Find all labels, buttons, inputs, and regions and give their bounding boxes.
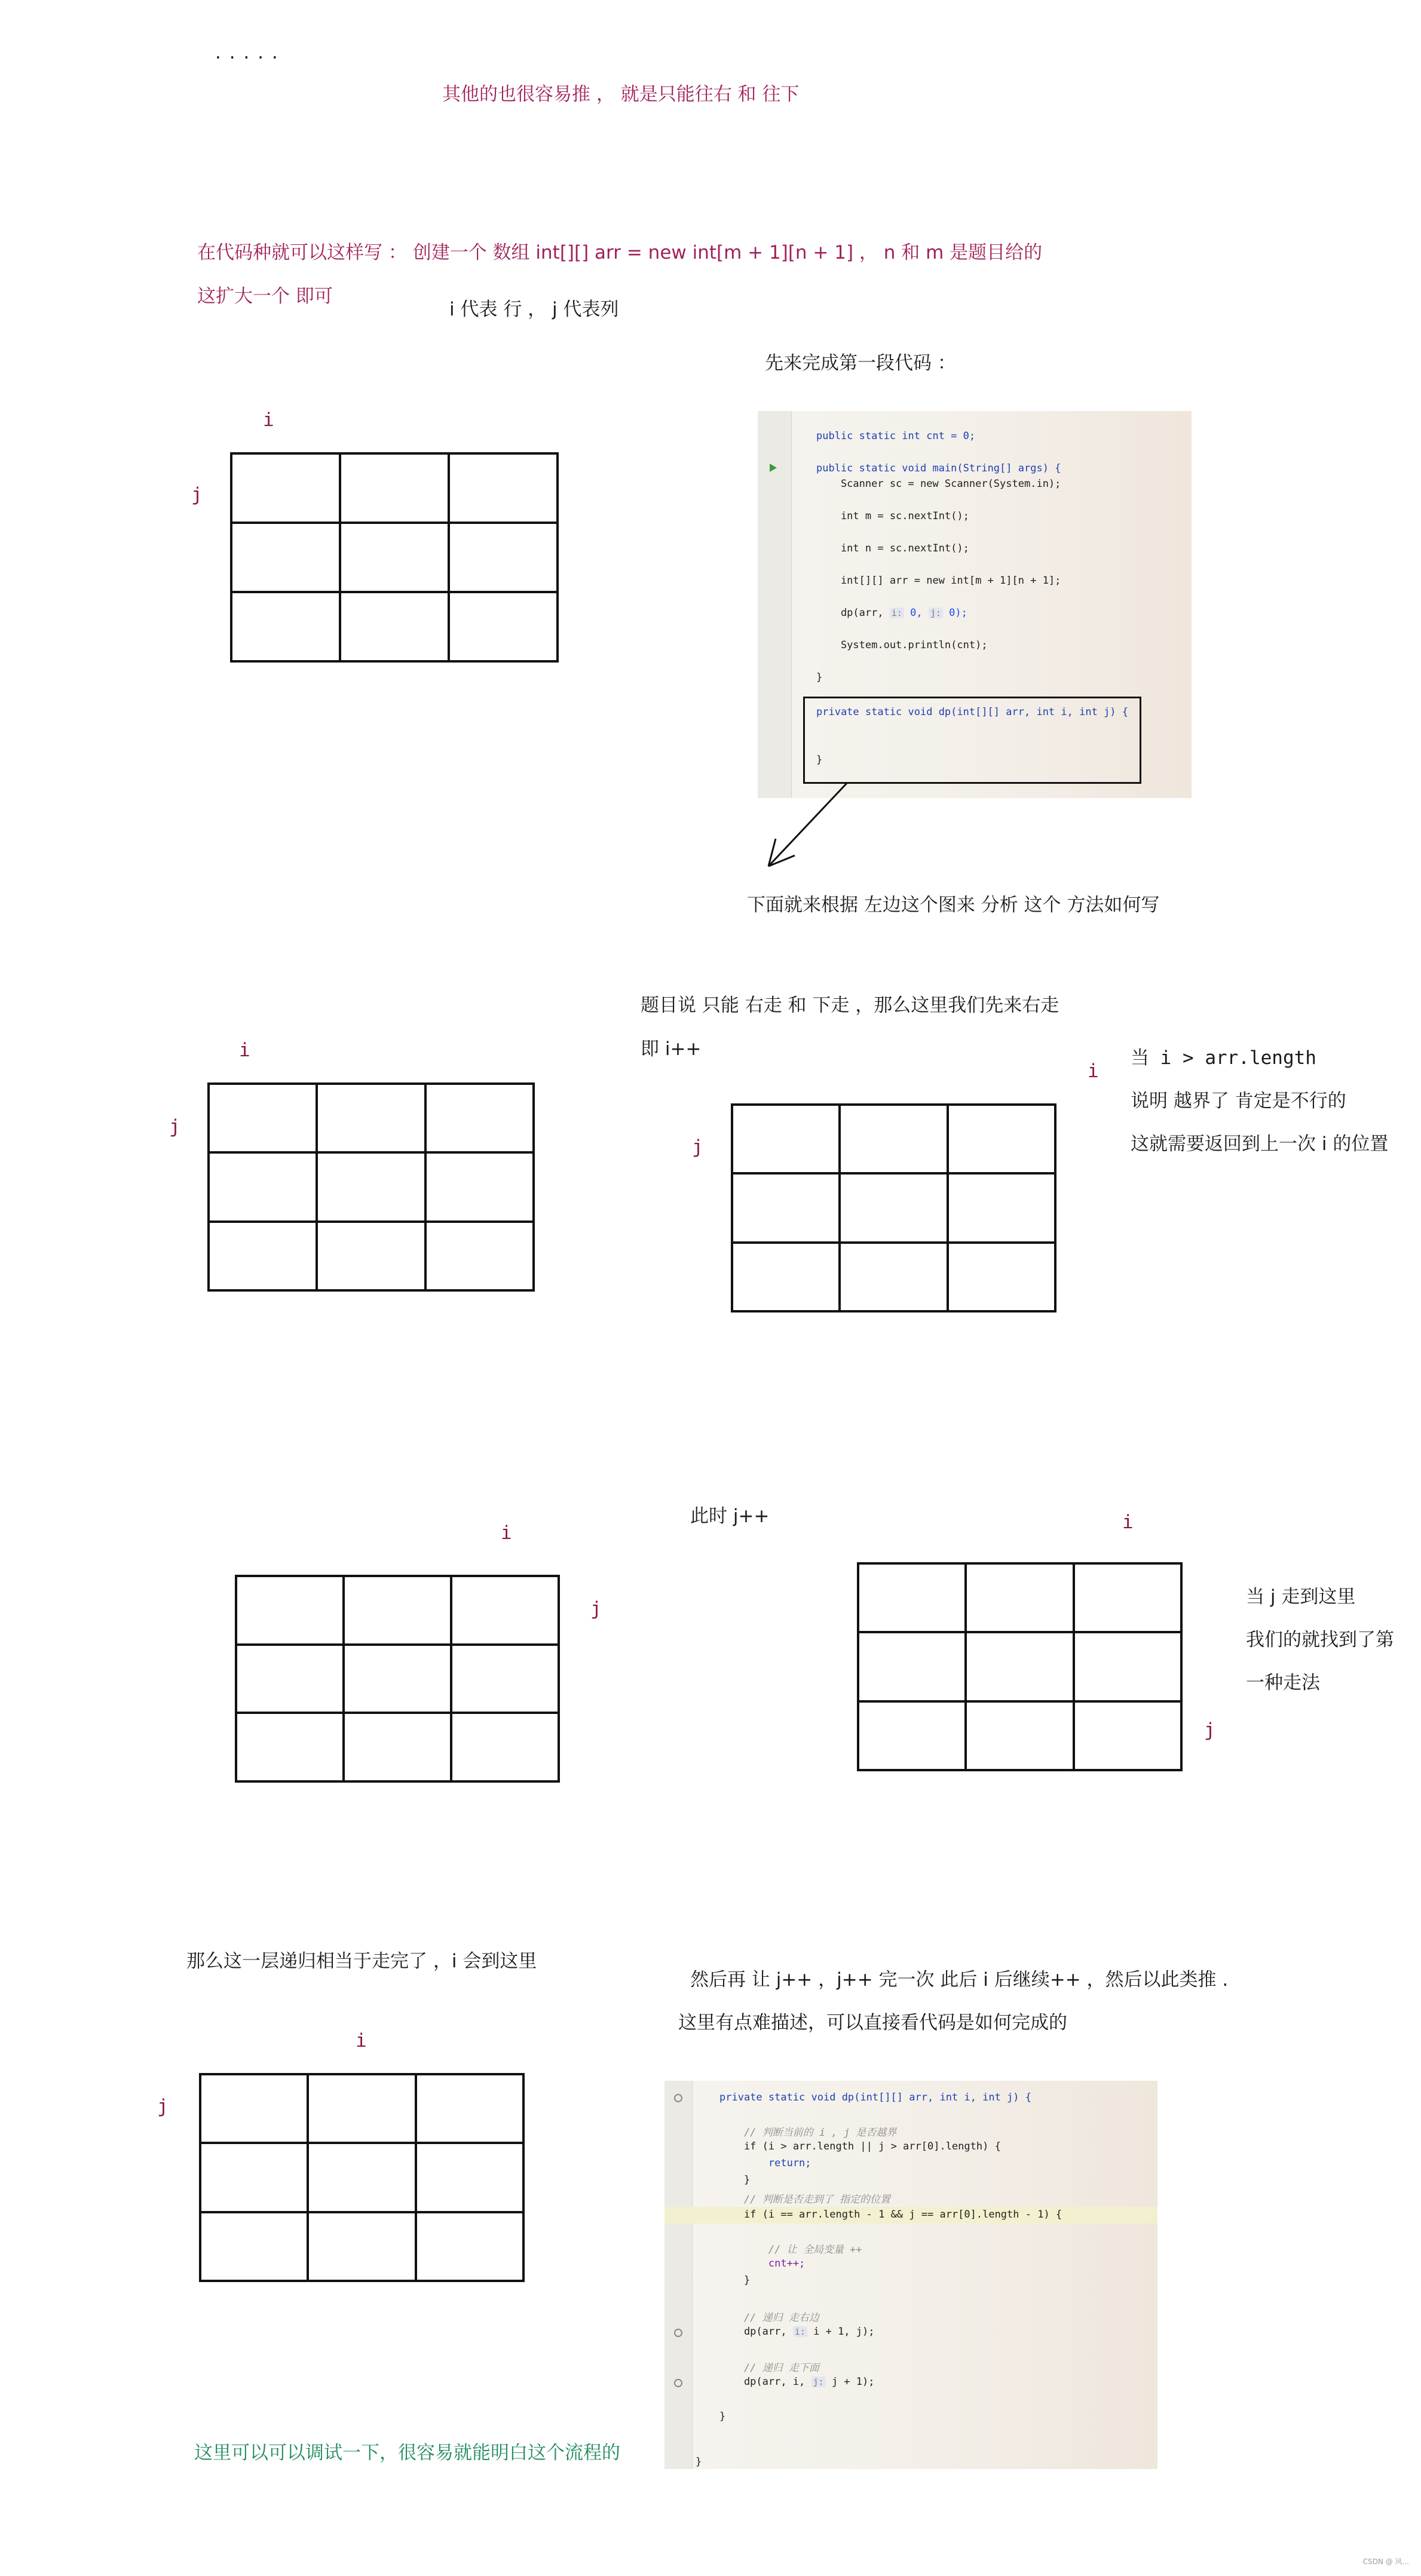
grid-cell bbox=[966, 1701, 1073, 1770]
dots-text: . . . . . bbox=[215, 42, 279, 63]
grid-2 bbox=[207, 1082, 535, 1292]
note-code-line2: 这扩大一个 即可 bbox=[197, 286, 333, 307]
note-oob-2: 说明 越界了 肯定是不行的 bbox=[1131, 1090, 1346, 1112]
arrow-icon bbox=[759, 777, 866, 878]
code-gutter bbox=[664, 2081, 693, 2469]
code-text: dp(arr, bbox=[719, 2326, 793, 2338]
note-then-1: 然后再 让 j++ ，j++ 完一次 此后 i 后继续++ ，然后以此类推 . bbox=[690, 1969, 1229, 1991]
code-text: dp(arr, bbox=[816, 607, 890, 619]
grid-cell bbox=[966, 1563, 1073, 1632]
code-comment: // 递归 走右边 bbox=[719, 2312, 819, 2324]
note-debug: 这里可以可以调试一下，很容易就能明白这个流程的 bbox=[194, 2442, 620, 2464]
note-oob-3: 这就需要返回到上一次 i 的位置 bbox=[1131, 1133, 1389, 1155]
grid-cell bbox=[340, 453, 449, 523]
code-comment: // 递归 走下面 bbox=[719, 2362, 819, 2374]
grid-cell bbox=[732, 1243, 840, 1311]
label-j: j bbox=[1204, 1719, 1215, 1741]
grid-cell bbox=[236, 1645, 344, 1713]
note-i-j-meaning: i 代表 行 ， j 代表列 bbox=[449, 299, 619, 320]
param-hint: j: bbox=[929, 608, 943, 618]
grid-cell bbox=[948, 1243, 1055, 1311]
code-line: int n = sc.nextInt(); bbox=[816, 542, 969, 554]
note-layer-done: 那么这一层递归相当于走完了 ，i 会到这里 bbox=[186, 1951, 537, 1972]
code-comment: // 判断是否走到了 指定的位置 bbox=[719, 2194, 890, 2206]
label-i: i bbox=[263, 409, 274, 431]
label-j: j bbox=[590, 1598, 602, 1620]
note-oob-1 bbox=[1131, 1047, 1316, 1069]
code-line bbox=[816, 462, 1061, 474]
grid-cell bbox=[732, 1173, 840, 1242]
grid-cell bbox=[451, 1713, 559, 1781]
note-oob-1-text: 当 i > arr.length bbox=[1131, 1047, 1316, 1069]
grid-cell bbox=[236, 1713, 344, 1781]
grid-cell bbox=[236, 1576, 344, 1645]
code-text: public static void main(String[] args) { bbox=[816, 462, 1061, 474]
label-i: i bbox=[239, 1039, 250, 1061]
grid-cell bbox=[840, 1173, 947, 1242]
code-line: } bbox=[816, 671, 823, 683]
code-line bbox=[816, 607, 967, 619]
grid-cell bbox=[1074, 1563, 1181, 1632]
grid-cell bbox=[1074, 1632, 1181, 1701]
grid-cell bbox=[449, 453, 558, 523]
grid-cell bbox=[200, 2074, 308, 2143]
code-text: 0); bbox=[942, 607, 967, 619]
code-line bbox=[719, 2326, 874, 2338]
param-hint: j: bbox=[811, 2376, 826, 2387]
grid-cell bbox=[732, 1105, 840, 1173]
note-right-down-2: 即 i++ bbox=[641, 1038, 702, 1060]
code-text: j + 1); bbox=[825, 2376, 875, 2388]
code-line: if (i == arr.length - 1 && j == arr[0].length - 1) { bbox=[719, 2209, 1062, 2221]
grid-cell bbox=[344, 1713, 451, 1781]
code-line: } bbox=[816, 754, 823, 766]
code-line: private static void dp(int[][] arr, int i, int j) { bbox=[816, 706, 1128, 718]
label-i: i bbox=[1088, 1060, 1099, 1082]
label-i: i bbox=[1122, 1511, 1134, 1533]
grid-cell bbox=[317, 1084, 425, 1152]
code-text: public static int cnt = 0; bbox=[816, 430, 976, 442]
grid-cell bbox=[416, 2074, 523, 2143]
label-j: j bbox=[169, 1116, 180, 1137]
grid-5 bbox=[857, 1562, 1183, 1771]
code-text: i + 1, j); bbox=[807, 2326, 875, 2338]
grid-cell bbox=[200, 2212, 308, 2281]
label-i: i bbox=[501, 1522, 512, 1544]
grid-cell bbox=[425, 1222, 534, 1290]
grid-cell bbox=[840, 1105, 947, 1173]
grid-cell bbox=[948, 1173, 1055, 1242]
recursion-icon[interactable] bbox=[674, 2379, 682, 2387]
label-j: j bbox=[191, 484, 203, 505]
grid-cell bbox=[317, 1222, 425, 1290]
code-line: private static void dp(int[][] arr, int i, int j) { bbox=[719, 2092, 1031, 2103]
grid-cell bbox=[209, 1084, 317, 1152]
code-line: Scanner sc = new Scanner(System.in); bbox=[816, 478, 1061, 490]
code-line: return; bbox=[719, 2157, 811, 2169]
code-screenshot-1 bbox=[758, 411, 1192, 798]
grid-cell bbox=[340, 592, 449, 661]
grid-3 bbox=[731, 1103, 1056, 1312]
grid-cell bbox=[344, 1576, 451, 1645]
grid-cell bbox=[425, 1084, 534, 1152]
grid-cell bbox=[858, 1563, 966, 1632]
grid-cell bbox=[425, 1152, 534, 1221]
grid-cell bbox=[308, 2074, 415, 2143]
code-line: } bbox=[719, 2411, 726, 2422]
code-line bbox=[816, 430, 975, 442]
note-j-here-2: 我们的就找到了第 bbox=[1246, 1629, 1394, 1651]
code-text: dp(arr, i, bbox=[719, 2376, 811, 2388]
watermark: CSDN @ 风... bbox=[1362, 2557, 1409, 2566]
code-comment: // 让 全局变量 ++ bbox=[719, 2244, 862, 2256]
grid-cell bbox=[209, 1152, 317, 1221]
grid-cell bbox=[449, 523, 558, 592]
grid-cell bbox=[451, 1645, 559, 1713]
code-line: } bbox=[719, 2274, 751, 2286]
run-icon[interactable] bbox=[770, 464, 777, 472]
code-line: if (i > arr.length || j > arr[0].length) { bbox=[719, 2140, 1001, 2152]
code-line: System.out.println(cnt); bbox=[816, 639, 988, 651]
code-line: int[][] arr = new int[m + 1][n + 1]; bbox=[816, 575, 1061, 587]
param-hint: i: bbox=[890, 608, 904, 618]
code-comment: // 判断当前的 i , j 是否越界 bbox=[719, 2127, 897, 2139]
note-code-line1: 在代码种就可以这样写 ： 创建一个 数组 int[][] arr = new int[m + 1][n + 1] ， n 和 m 是题目给的 bbox=[197, 242, 1043, 263]
grid-cell bbox=[966, 1632, 1073, 1701]
grid-cell bbox=[231, 592, 340, 661]
grid-cell bbox=[858, 1701, 966, 1770]
grid-cell bbox=[231, 523, 340, 592]
grid-cell bbox=[449, 592, 558, 661]
grid-cell bbox=[948, 1105, 1055, 1173]
note-others-easy: 其他的也很容易推 ， 就是只能往右 和 往下 bbox=[442, 84, 800, 105]
grid-cell bbox=[308, 2143, 415, 2212]
code-line: cnt++; bbox=[719, 2258, 806, 2270]
grid-cell bbox=[317, 1152, 425, 1221]
grid-1 bbox=[230, 452, 559, 663]
grid-cell bbox=[416, 2143, 523, 2212]
code-line: } bbox=[719, 2174, 751, 2186]
grid-cell bbox=[340, 523, 449, 592]
grid-cell bbox=[308, 2212, 415, 2281]
code-line: } bbox=[696, 2456, 702, 2468]
grid-cell bbox=[416, 2212, 523, 2281]
note-right-down-1: 题目说 只能 右走 和 下走 ，那么这里我们先来右走 bbox=[641, 995, 1059, 1016]
override-icon[interactable] bbox=[674, 2094, 682, 2102]
grid-cell bbox=[209, 1222, 317, 1290]
grid-cell bbox=[858, 1632, 966, 1701]
label-i: i bbox=[356, 2030, 367, 2051]
code-line: int m = sc.nextInt(); bbox=[816, 510, 969, 522]
grid-4 bbox=[235, 1575, 560, 1783]
grid-6 bbox=[199, 2073, 525, 2282]
note-j-here-3: 一种走法 bbox=[1246, 1672, 1320, 1694]
grid-cell bbox=[344, 1645, 451, 1713]
label-j: j bbox=[692, 1136, 703, 1158]
grid-cell bbox=[451, 1576, 559, 1645]
param-hint: i: bbox=[793, 2326, 807, 2337]
code-text: 0, bbox=[904, 607, 929, 619]
note-then-2: 这里有点难描述，可以直接看代码是如何完成的 bbox=[678, 2012, 1067, 2034]
grid-cell bbox=[200, 2143, 308, 2212]
recursion-icon[interactable] bbox=[674, 2329, 682, 2337]
note-j-here-1: 当 j 走到这里 bbox=[1246, 1586, 1356, 1608]
grid-cell bbox=[1074, 1701, 1181, 1770]
note-first-code: 先来完成第一段代码 ： bbox=[765, 352, 956, 374]
label-j: j bbox=[157, 2096, 169, 2117]
note-analyze: 下面就来根据 左边这个图来 分析 这个 方法如何写 bbox=[747, 894, 1160, 916]
note-now-j: 此时 j++ bbox=[690, 1505, 770, 1527]
code-line bbox=[719, 2376, 874, 2388]
grid-cell bbox=[840, 1243, 947, 1311]
code-screenshot-2 bbox=[664, 2081, 1157, 2469]
grid-cell bbox=[231, 453, 340, 523]
